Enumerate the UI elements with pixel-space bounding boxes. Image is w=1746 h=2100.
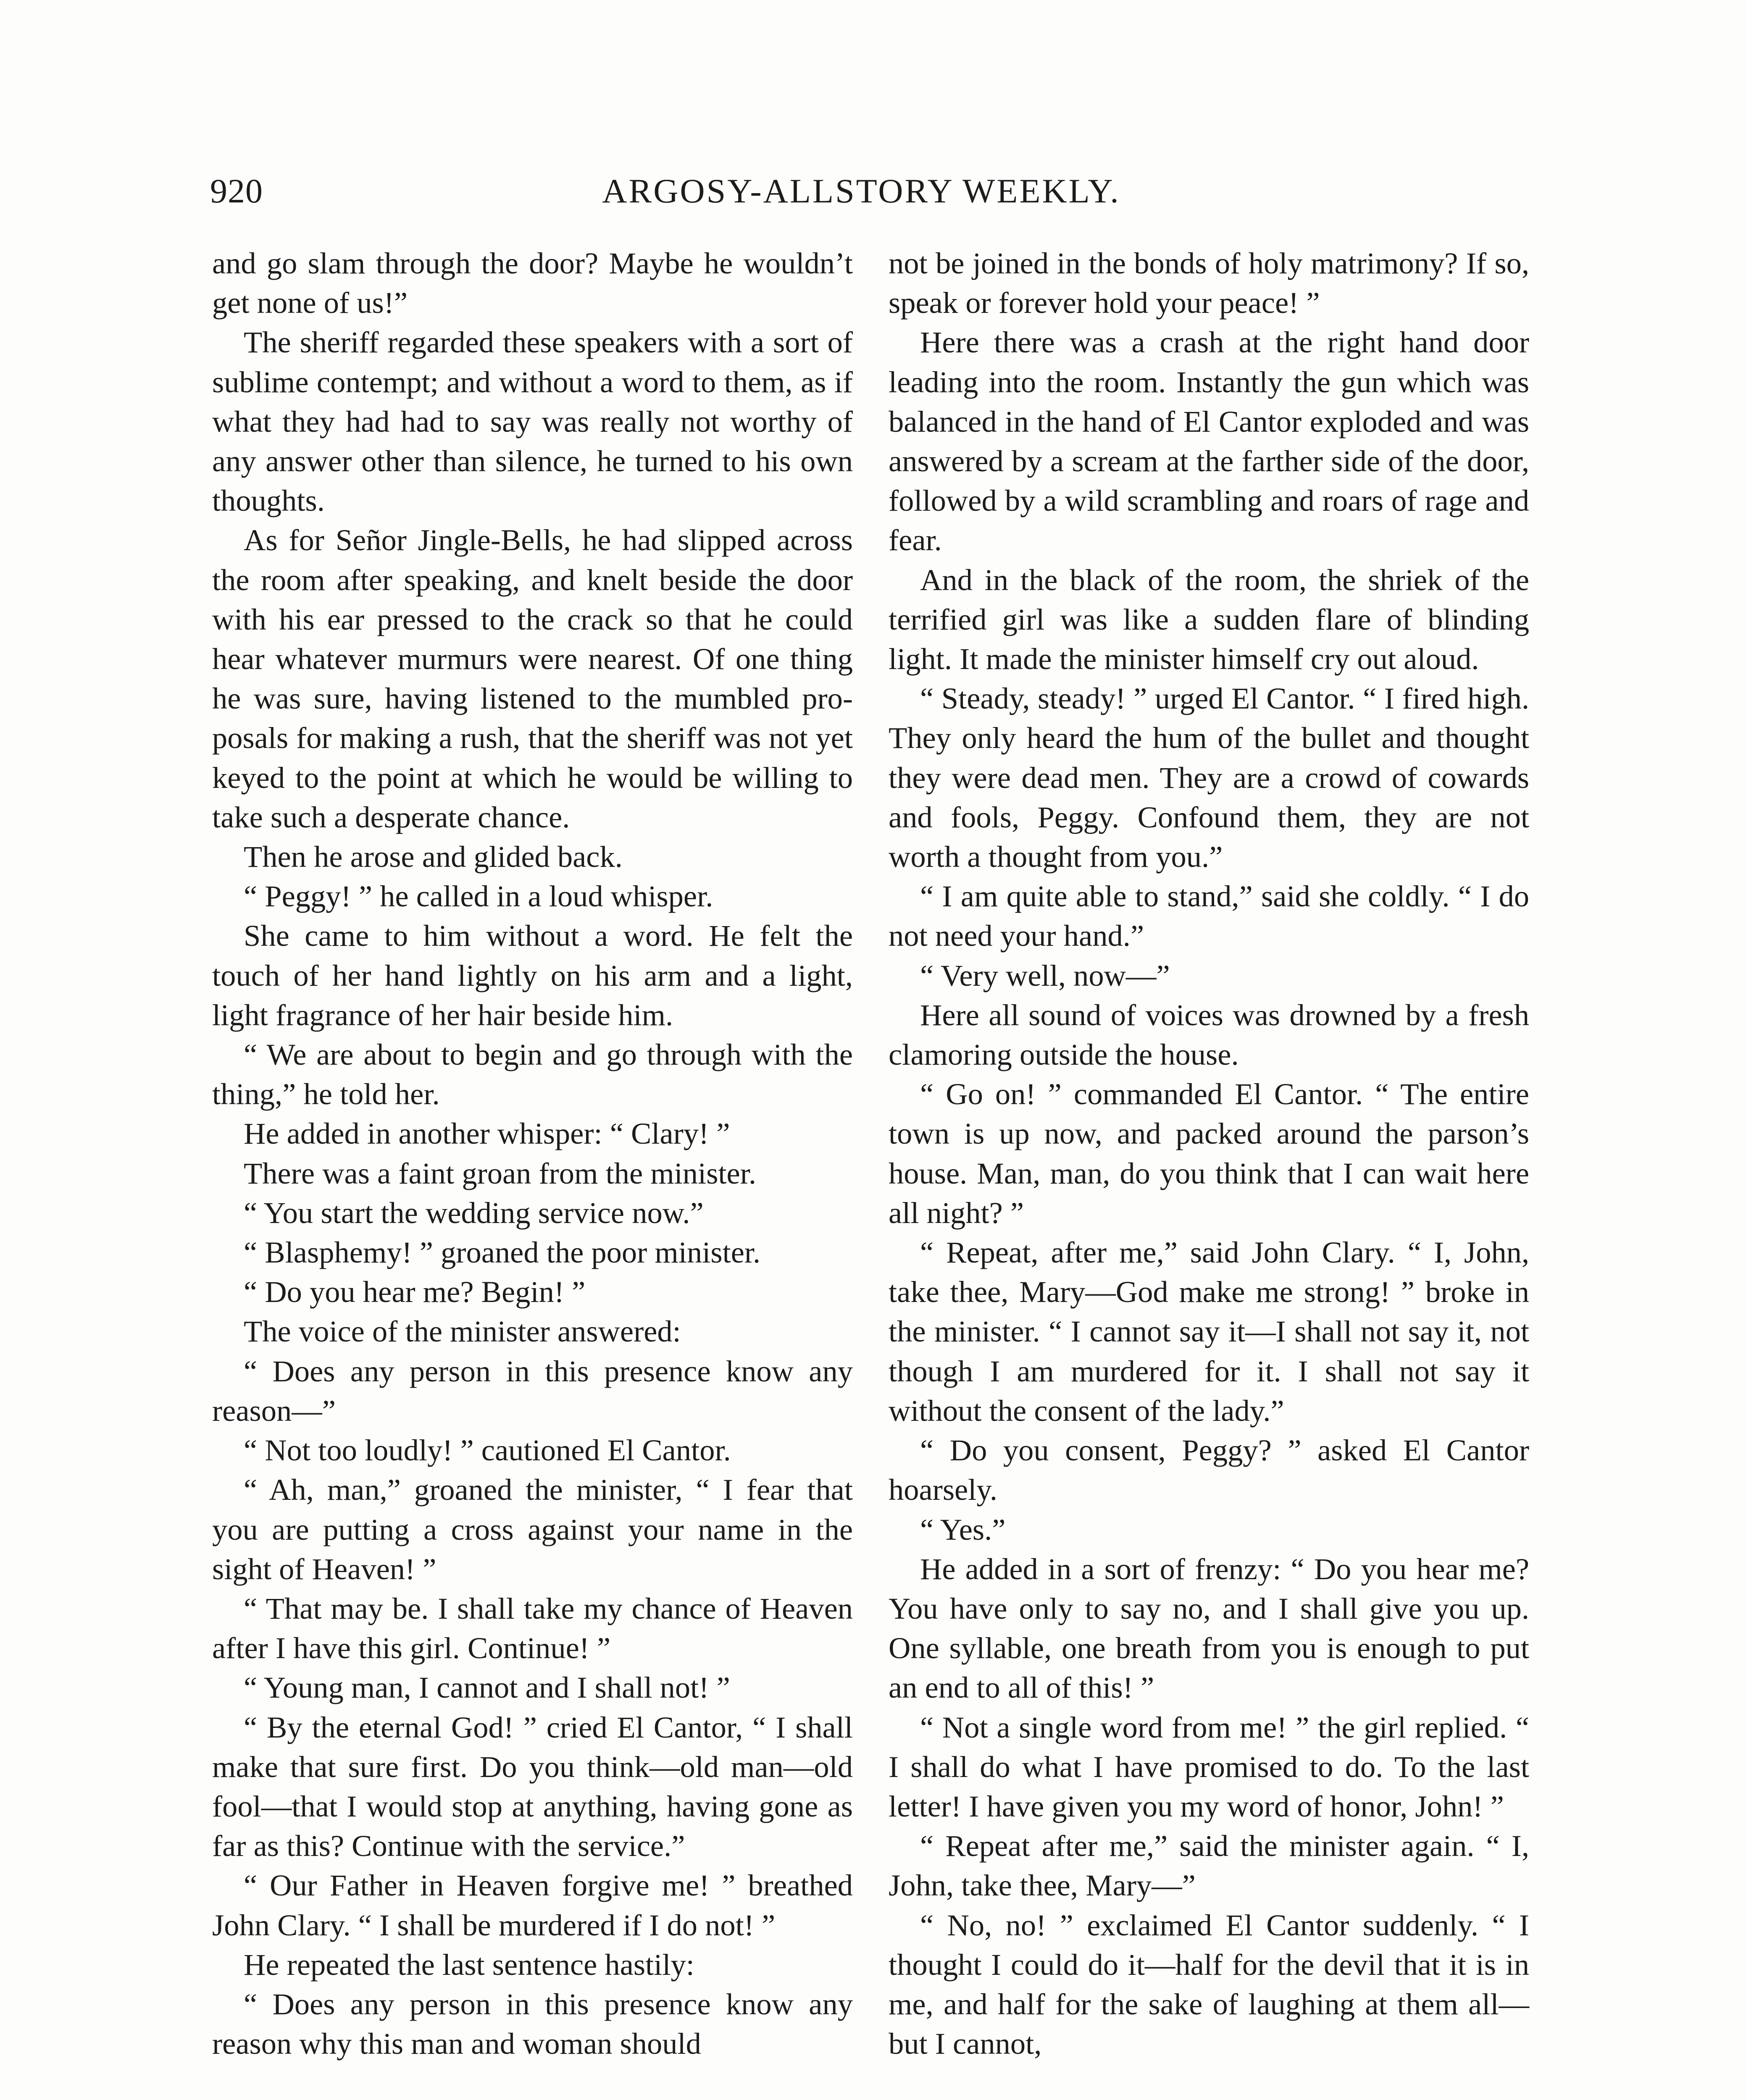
paragraph: She came to him without a word. He felt the touch of her hand lightly on his arm and a light, light fragrance of her hair beside him. <box>212 919 853 1032</box>
paragraph: There was a faint groan from the minister. <box>244 1156 757 1190</box>
paragraph: “ Steady, steady! ” urged El Cantor. “ I fired high. They only heard the hum of the bullet and thought they were dead men. They are a crowd of cowards and fools, Peggy. Confound them, they are not worth a thought from you.” <box>889 681 1529 874</box>
paragraph: “ Go on! ” commanded El Cantor. “ The entire town is up now, and packed around the parson’s house. Man, man, do you think that I can wait here all night? ” <box>889 1077 1529 1230</box>
paragraph: And in the black of the room, the shriek of the terrified girl was like a sudden flare of blinding light. It made the minister himself cry out aloud. <box>889 562 1529 676</box>
paragraph: and go slam through the door? Maybe he wouldn’t get none of us!” <box>212 246 853 320</box>
paragraph: “ Very well, now—” <box>920 958 1170 992</box>
paragraph: He added in a sort of frenzy: “ Do you hear me? You have only to say no, and I shall give you up. One syllable, one breath from you is enough to put an end to all of this! ” <box>889 1551 1529 1705</box>
paragraph: “ Does any person in this presence know any reason why this man and woman should <box>212 1987 853 2061</box>
paragraph: “ By the eternal God! ” cried El Cantor, “ I shall make that sure first. Do you think—old man—old fool—that I would stop at anything, having gone as far as this? Continue with the service.” <box>212 1710 853 1863</box>
paragraph: not be joined in the bonds of holy matrimony? If so, speak or forever hold your peace! ” <box>889 246 1529 320</box>
text-columns <box>212 244 1527 2100</box>
paragraph: “ Young man, I cannot and I shall not! ” <box>244 1670 730 1705</box>
paragraph: “ Ah, man,” groaned the minister, “ I fear that you are putting a cross against your name in the sight of Heaven! ” <box>212 1473 853 1586</box>
paragraph: “ Do you hear me? Begin! ” <box>244 1275 586 1309</box>
paragraph: As for Señor Jingle-Bells, he had slipped across the room after speaking, and knelt beside the door with his ear pressed to the crack so that he could hear whatever murmurs were nearest. Of one thing he was sure, having listened to the mumbled proposals for making a rush, that the sheriff was not yet keyed to the point at which he would be willing to take such a desperate chance. <box>212 523 853 834</box>
running-head: ARGOSY-ALLSTORY WEEKLY. <box>602 172 1120 210</box>
paragraph: “ Not too loudly! ” cautioned El Cantor. <box>244 1433 731 1467</box>
left-column <box>212 244 853 2063</box>
paragraph: “ Does any person in this presence know any reason—” <box>212 1354 853 1428</box>
paragraph: Here there was a crash at the right hand door leading into the room. Instantly the gun which was balanced in the hand of El Cantor exploded and was answered by a scream at the farther side of the door, followed by a wild scrambling and roars of rage and fear. <box>889 325 1529 557</box>
paragraph: “ No, no! ” exclaimed El Cantor suddenly. “ I thought I could do it—half for the devil that it is in me, and half for the sake of laughing at them all—but I cannot, <box>889 1908 1529 2061</box>
paragraph: “ Yes.” <box>920 1512 1006 1546</box>
paragraph: “ Do you consent, Peggy? ” asked El Cantor hoarsely. <box>889 1433 1529 1507</box>
page-number: 920 <box>210 172 263 210</box>
paragraph: “ Repeat after me,” said the minister again. “ I, John, take thee, Mary—” <box>889 1829 1529 1903</box>
paragraph: “ Blasphemy! ” groaned the poor minister. <box>244 1235 761 1270</box>
paragraph: “ We are about to begin and go through with the thing,” he told her. <box>212 1037 853 1111</box>
paragraph: He repeated the last sentence hastily: <box>244 1947 694 1982</box>
paragraph: “ Peggy! ” he called in a loud whisper. <box>244 879 713 914</box>
paragraph: “ I am quite able to stand,” said she coldly. “ I do not need your hand.” <box>889 879 1529 953</box>
paragraph: Then he arose and glided back. <box>244 840 623 874</box>
right-column <box>889 244 1529 2063</box>
paragraph: “ You start the wedding service now.” <box>244 1195 704 1230</box>
paragraph: He added in another whisper: “ Clary! ” <box>244 1116 730 1151</box>
paragraph: “ That may be. I shall take my chance of Heaven after I have this girl. Continue! ” <box>212 1591 853 1665</box>
paragraph: “ Not a single word from me! ” the girl replied. “ I shall do what I have promised to do. To the last letter! I have given you my word of honor, John! ” <box>889 1710 1529 1823</box>
page-header <box>210 168 1512 218</box>
paragraph: “ Repeat, after me,” said John Clary. “ I, John, take thee, Mary—God make me strong! ” broke in the minister. “ I cannot say it—I shall not say it, not though I am murdered for it. I shall not say it without the consent of the lady.” <box>889 1235 1529 1428</box>
paragraph: Here all sound of voices was drowned by a fresh clamoring outside the house. <box>889 998 1529 1072</box>
paragraph: “ Our Father in Heaven forgive me! ” breathed John Clary. “ I shall be murdered if I do not! ” <box>212 1868 853 1942</box>
paragraph: The sheriff regarded these speakers with a sort of sublime contempt; and without a word to them, as if what they had had to say was really not worthy of any answer other than silence, he turned to his own thoughts. <box>212 325 853 518</box>
paragraph: The voice of the minister answered: <box>244 1314 681 1349</box>
